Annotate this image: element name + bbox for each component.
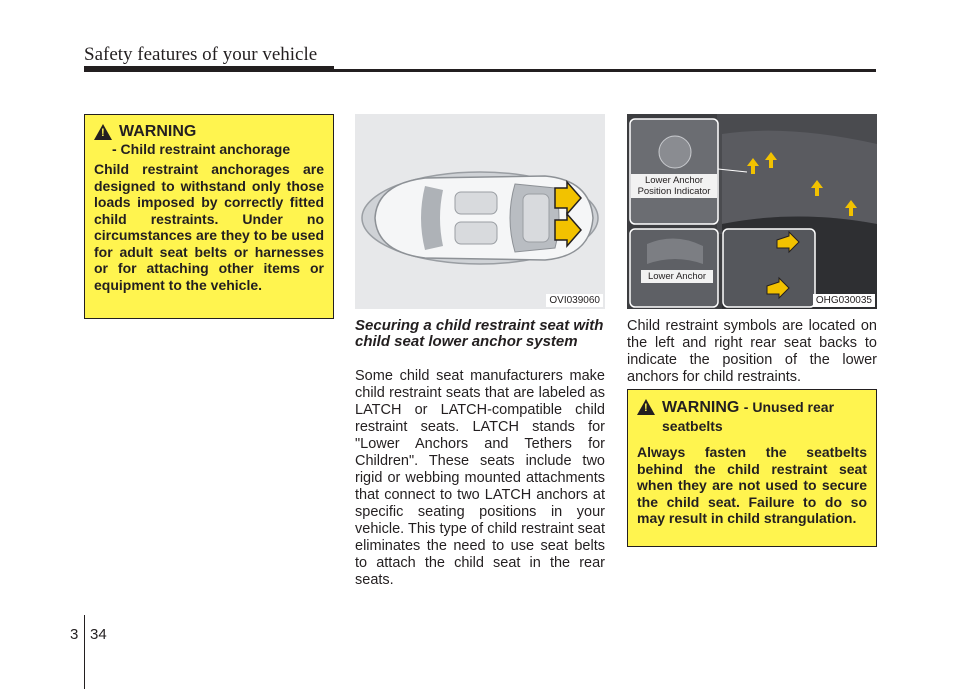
warning-header (637, 398, 867, 436)
car-top-view-illustration (355, 114, 605, 309)
page-rule (84, 615, 85, 689)
warning-header (94, 123, 324, 141)
section-heading: Securing a child restraint seat with child seat lower anchor system (355, 317, 604, 350)
header-rule (84, 69, 876, 72)
right-column-paragraph: Child restraint symbols are located on the left and right rear seat backs to indicate the position of the lower anchors for child restraints. (627, 318, 877, 385)
figure-car-top-view (355, 114, 605, 309)
figure-rear-seat (627, 114, 877, 309)
warning-icon: ! (637, 399, 655, 415)
warning-box-anchorage (84, 114, 334, 319)
page-number: 34 (90, 626, 107, 643)
label-lower-anchor: Lower Anchor (641, 270, 713, 283)
warning-icon: ! (94, 124, 112, 140)
warning-title: WARNING (119, 123, 197, 140)
section-paragraph: Some child seat manufacturers make child restraint seats that are labeled as LATCH or LATCH-compatible child restraint seats. LATCH stands for "Lower Anchors and Tethers for Children". These seats include two rigid or webbing mounted attachments that connect to two LATCH anchors at specific seating positions in your vehicle. This type of child restraint seat eliminates the need to use seat belts to attach the child seat in the rear seats. (355, 368, 605, 588)
page-chapter: 3 (70, 626, 79, 643)
header-title: Safety features of your vehicle (84, 44, 318, 65)
label-lower-anchor-indicator: Lower Anchor Position Indicator (631, 174, 717, 198)
warning-body: Always fasten the seatbelts behind the child restraint seat when they are not used to secure the child seat. Failure to do so may result in child strangulation. (637, 444, 867, 526)
warning-box-seatbelts (627, 389, 877, 547)
warning-title: WARNING (662, 399, 740, 416)
figure-code: OVI039060 (546, 294, 603, 307)
warning-body: Child restraint anchorages are designed to withstand only those loads imposed by correctly fitted child restraints. Under no circumstances are they to be used for adult seat belts or harnesses or for attaching other items or equipment to the vehicle. (94, 161, 324, 293)
warning-subtitle: - Unused rear seatbelts (662, 399, 835, 434)
figure-code: OHG030035 (813, 294, 875, 307)
warning-subtitle: - Child restraint anchorage (112, 141, 291, 157)
